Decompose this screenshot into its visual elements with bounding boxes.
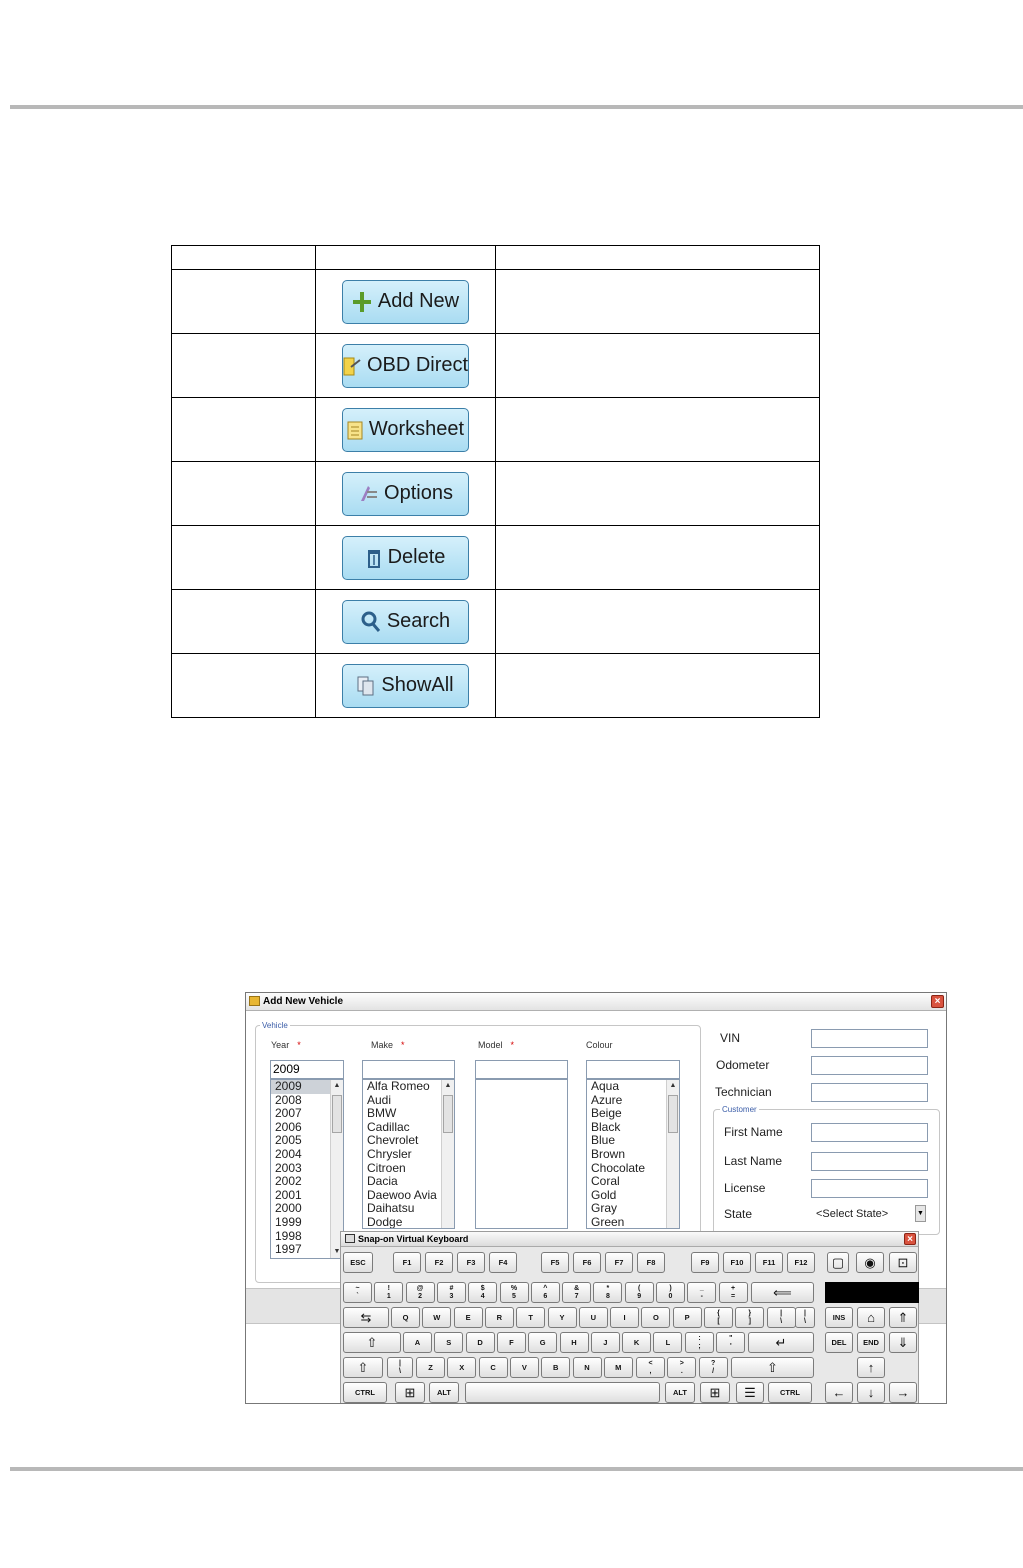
symbol-key[interactable]: : ; xyxy=(685,1332,714,1353)
state-dropdown-icon[interactable]: ▼ xyxy=(915,1205,926,1222)
add-new-button[interactable] xyxy=(342,280,469,324)
list-item[interactable]: Daihatsu xyxy=(367,1201,415,1216)
year-list-scrollbar[interactable]: ▲ ▼ xyxy=(330,1080,343,1258)
function-key[interactable]: F7 xyxy=(605,1252,633,1273)
symbol-key[interactable]: ~ ` xyxy=(343,1282,372,1303)
list-item[interactable]: Brown xyxy=(591,1146,626,1161)
symbol-key[interactable]: > . xyxy=(667,1357,696,1378)
left-arrow-key[interactable]: ← xyxy=(825,1382,853,1403)
letter-key[interactable]: D xyxy=(466,1332,495,1353)
list-item[interactable]: 2009 xyxy=(271,1080,343,1094)
page-down-icon-key[interactable]: ⇓ xyxy=(889,1332,917,1353)
list-item[interactable]: 2005 xyxy=(275,1133,302,1148)
symbol-key[interactable]: ! 1 xyxy=(374,1282,403,1303)
search-button[interactable] xyxy=(342,600,469,644)
up-arrow-key[interactable]: ↑ xyxy=(857,1357,885,1378)
year-header: Year * xyxy=(271,1040,301,1050)
list-item[interactable]: 2006 xyxy=(275,1119,302,1134)
list-item[interactable]: 2008 xyxy=(275,1092,302,1107)
colour-header: Colour xyxy=(586,1040,613,1050)
letter-key[interactable]: O xyxy=(641,1307,670,1328)
make-list-scrollbar[interactable]: ▲ xyxy=(441,1080,454,1228)
symbol-key[interactable]: ) 0 xyxy=(656,1282,685,1303)
list-item[interactable]: Gray xyxy=(591,1201,618,1216)
obd-direct-button[interactable] xyxy=(342,344,469,388)
del-key[interactable]: DEL xyxy=(825,1332,853,1353)
list-item[interactable]: 1999 xyxy=(275,1214,302,1229)
table-row xyxy=(172,590,820,654)
worksheet-icon xyxy=(347,420,363,440)
function-key[interactable]: F11 xyxy=(755,1252,783,1273)
list-item[interactable]: Alfa Romeo xyxy=(367,1079,430,1093)
list-item[interactable]: 2004 xyxy=(275,1146,302,1161)
right-alt-key[interactable]: ALT xyxy=(665,1382,695,1403)
make-input[interactable] xyxy=(362,1060,455,1079)
letter-key[interactable]: B xyxy=(541,1357,570,1378)
table-row xyxy=(172,526,820,590)
keyboard-close-icon[interactable]: × xyxy=(904,1233,916,1245)
function-key[interactable]: F8 xyxy=(637,1252,665,1273)
show-all-label: ShowAll xyxy=(381,674,454,696)
letter-key[interactable]: X xyxy=(447,1357,476,1378)
list-item[interactable]: Chocolate xyxy=(591,1160,646,1175)
function-key[interactable]: F1 xyxy=(393,1252,421,1273)
right-ctrl-key[interactable]: CTRL xyxy=(768,1382,812,1403)
ins-key[interactable]: INS xyxy=(825,1307,853,1328)
license-field[interactable] xyxy=(811,1179,928,1198)
letter-key[interactable]: R xyxy=(485,1307,514,1328)
window-title: Add New Vehicle xyxy=(263,996,344,1007)
letter-key[interactable]: H xyxy=(560,1332,589,1353)
show-all-button[interactable] xyxy=(342,664,469,708)
symbol-key[interactable]: " ' xyxy=(716,1332,745,1353)
function-key[interactable]: F6 xyxy=(573,1252,601,1273)
esc-key[interactable]: ESC xyxy=(343,1252,373,1273)
options-icon xyxy=(358,483,378,505)
letter-key[interactable]: L xyxy=(653,1332,682,1353)
list-item[interactable]: Green xyxy=(591,1214,625,1229)
model-list[interactable] xyxy=(475,1079,568,1229)
letter-key[interactable]: P xyxy=(673,1307,702,1328)
first-name-label: First Name xyxy=(724,1125,783,1139)
letter-key[interactable]: J xyxy=(591,1332,620,1353)
list-item[interactable]: Aqua xyxy=(591,1079,620,1093)
virtual-keyboard xyxy=(340,1231,919,1404)
odometer-field[interactable] xyxy=(811,1056,928,1075)
left-ctrl-key[interactable]: CTRL xyxy=(343,1382,387,1403)
down-arrow-key[interactable]: ↓ xyxy=(857,1382,885,1403)
list-item[interactable]: Chrysler xyxy=(367,1146,412,1161)
space-bar[interactable] xyxy=(465,1382,660,1403)
list-item[interactable]: Dacia xyxy=(367,1174,398,1189)
list-item[interactable]: Chevrolet xyxy=(367,1133,419,1148)
trash-icon xyxy=(366,547,382,569)
letter-key[interactable]: A xyxy=(403,1332,432,1353)
customer-group-label: Customer xyxy=(722,1105,757,1114)
list-item[interactable]: Citroen xyxy=(367,1160,406,1175)
symbol-key[interactable]: ^ 6 xyxy=(531,1282,560,1303)
keyboard-title-bar xyxy=(341,1232,918,1247)
obd-icon xyxy=(343,355,361,377)
keyboard-title: Snap-on Virtual Keyboard xyxy=(358,1234,469,1244)
toolbar-buttons-table xyxy=(171,245,820,718)
list-item[interactable]: Coral xyxy=(591,1174,620,1189)
add-new-vehicle-screenshot xyxy=(245,992,947,1404)
list-item[interactable]: Black xyxy=(591,1119,621,1134)
table-header-row xyxy=(172,246,820,270)
symbol-key[interactable]: < , xyxy=(636,1357,665,1378)
caps-lock-key[interactable]: ⇧ xyxy=(343,1332,401,1353)
odometer-label: Odometer xyxy=(716,1058,770,1072)
model-header: Model * xyxy=(478,1040,515,1050)
list-item[interactable]: Dodge xyxy=(367,1214,403,1229)
right-shift-key[interactable]: ⇧ xyxy=(731,1357,814,1378)
first-name-field[interactable] xyxy=(811,1123,928,1142)
symbol-key[interactable]: | \ xyxy=(387,1357,413,1378)
letter-key[interactable]: K xyxy=(622,1332,651,1353)
colour-list-scrollbar[interactable]: ▲ xyxy=(666,1080,679,1228)
list-item[interactable]: 1997 xyxy=(275,1242,302,1257)
plus-icon xyxy=(352,291,372,313)
letter-key[interactable]: T xyxy=(516,1307,545,1328)
technician-label: Technician xyxy=(715,1085,772,1099)
year-list[interactable] xyxy=(270,1079,344,1259)
letter-key[interactable]: U xyxy=(579,1307,608,1328)
list-item[interactable]: Azure xyxy=(591,1092,623,1107)
worksheet-button[interactable] xyxy=(342,408,469,452)
briefcase-icon-key[interactable]: ⊡ xyxy=(889,1252,917,1273)
symbol-key[interactable]: @ 2 xyxy=(406,1282,435,1303)
list-item[interactable]: Cadillac xyxy=(367,1119,410,1134)
symbol-key[interactable]: { [ xyxy=(704,1307,733,1328)
function-key[interactable]: F9 xyxy=(691,1252,719,1273)
list-item[interactable]: Gold xyxy=(591,1187,617,1202)
list-item[interactable]: Daewoo Avia xyxy=(367,1187,437,1202)
table-row xyxy=(172,462,820,526)
keyboard-icon xyxy=(345,1234,355,1243)
letter-key[interactable]: S xyxy=(434,1332,463,1353)
letter-key[interactable]: G xyxy=(528,1332,557,1353)
vin-field[interactable] xyxy=(811,1029,928,1048)
vehicle-group-label: Vehicle xyxy=(262,1021,288,1030)
camera-icon-key[interactable]: ◉ xyxy=(856,1252,884,1273)
list-item[interactable]: Audi xyxy=(367,1092,392,1107)
symbol-key[interactable]: } ] xyxy=(735,1307,764,1328)
symbol-key[interactable]: & 7 xyxy=(562,1282,591,1303)
options-button[interactable] xyxy=(342,472,469,516)
make-header: Make * xyxy=(371,1040,405,1050)
delete-button[interactable] xyxy=(342,536,469,580)
symbol-key[interactable]: # 3 xyxy=(437,1282,466,1303)
vehicle-folder-icon xyxy=(249,996,260,1006)
list-item[interactable]: BMW xyxy=(367,1106,397,1121)
keyboard-display xyxy=(825,1282,919,1303)
options-label: Options xyxy=(384,482,453,504)
function-key[interactable]: F4 xyxy=(489,1252,517,1273)
letter-key[interactable]: I xyxy=(610,1307,639,1328)
letter-key[interactable]: V xyxy=(510,1357,539,1378)
letter-key[interactable]: M xyxy=(604,1357,633,1378)
vin-label: VIN xyxy=(720,1031,741,1045)
letter-key[interactable]: N xyxy=(573,1357,602,1378)
license-label: License xyxy=(724,1181,766,1195)
footer-rule xyxy=(10,1467,1023,1471)
letter-key[interactable]: Q xyxy=(391,1307,420,1328)
right-arrow-key[interactable]: → xyxy=(889,1382,917,1403)
symbol-key[interactable]: ( 9 xyxy=(625,1282,654,1303)
left-shift-key[interactable]: ⇧ xyxy=(343,1357,383,1378)
list-item[interactable]: 2000 xyxy=(275,1201,302,1216)
worksheet-label: Worksheet xyxy=(368,418,465,440)
obd-direct-label: OBD Direct xyxy=(366,354,469,376)
list-item[interactable]: Blue xyxy=(591,1133,616,1148)
window-close-icon[interactable]: × xyxy=(931,995,944,1008)
state-label: State xyxy=(724,1207,753,1221)
screen-icon-key[interactable]: ▢ xyxy=(827,1252,849,1273)
last-name-label: Last Name xyxy=(724,1154,783,1168)
function-key[interactable]: F12 xyxy=(787,1252,815,1273)
technician-field[interactable] xyxy=(811,1083,928,1102)
symbol-key[interactable]: % 5 xyxy=(500,1282,529,1303)
year-input[interactable]: 2009 xyxy=(270,1060,344,1079)
search-label: Search xyxy=(386,610,451,632)
letter-key[interactable]: Z xyxy=(416,1357,445,1378)
table-row xyxy=(172,398,820,462)
table-row xyxy=(172,654,820,718)
function-key[interactable]: F3 xyxy=(457,1252,485,1273)
letter-key[interactable]: W xyxy=(422,1307,451,1328)
symbol-key[interactable]: _ - xyxy=(687,1282,716,1303)
symbol-key[interactable]: * 8 xyxy=(593,1282,622,1303)
colour-list[interactable] xyxy=(586,1079,680,1229)
home-icon-key[interactable]: ⌂ xyxy=(857,1307,885,1328)
letter-key[interactable]: F xyxy=(497,1332,526,1353)
windows-icon-key[interactable]: ⊞ xyxy=(395,1382,425,1403)
letter-key[interactable]: Y xyxy=(548,1307,577,1328)
symbol-key[interactable]: $ 4 xyxy=(468,1282,497,1303)
letter-key[interactable]: E xyxy=(454,1307,483,1328)
symbol-key[interactable]: | \ xyxy=(767,1307,796,1328)
list-item[interactable]: 2003 xyxy=(275,1160,302,1175)
letter-key[interactable]: C xyxy=(479,1357,508,1378)
backspace-key[interactable]: ⟸ xyxy=(751,1282,814,1303)
tab-key[interactable]: ⇆ xyxy=(343,1307,389,1328)
enter-key[interactable]: ↵ xyxy=(748,1332,814,1353)
list-item[interactable]: 2007 xyxy=(275,1106,302,1121)
last-name-field[interactable] xyxy=(811,1152,928,1171)
documents-icon xyxy=(357,675,375,697)
table-row xyxy=(172,334,820,398)
page-up-icon-key[interactable]: ⇑ xyxy=(889,1307,917,1328)
symbol-key[interactable]: + = xyxy=(719,1282,748,1303)
delete-label: Delete xyxy=(387,546,446,568)
add-new-label: Add New xyxy=(377,290,460,312)
list-item[interactable]: Beige xyxy=(591,1106,622,1121)
table-row xyxy=(172,270,820,334)
symbol-key[interactable]: ? / xyxy=(699,1357,728,1378)
function-key[interactable]: F2 xyxy=(425,1252,453,1273)
model-input[interactable] xyxy=(475,1060,568,1079)
list-item[interactable]: 2002 xyxy=(275,1174,302,1189)
left-alt-key[interactable]: ALT xyxy=(429,1382,459,1403)
make-list[interactable] xyxy=(362,1079,455,1229)
function-key[interactable]: F10 xyxy=(723,1252,751,1273)
magnifier-icon xyxy=(361,611,381,633)
windows-icon-key[interactable]: ⊞ xyxy=(700,1382,730,1403)
window-title-bar xyxy=(246,993,946,1011)
list-item[interactable]: 1998 xyxy=(275,1228,302,1243)
end-key[interactable]: END xyxy=(857,1332,885,1353)
header-rule xyxy=(10,105,1023,109)
function-key[interactable]: F5 xyxy=(541,1252,569,1273)
menu-icon-key[interactable]: ☰ xyxy=(736,1382,764,1403)
colour-input[interactable] xyxy=(586,1060,680,1079)
list-item[interactable]: 2001 xyxy=(275,1187,302,1202)
pipe-key[interactable]: | \ xyxy=(795,1307,815,1328)
state-select[interactable]: <Select State> xyxy=(816,1208,889,1220)
